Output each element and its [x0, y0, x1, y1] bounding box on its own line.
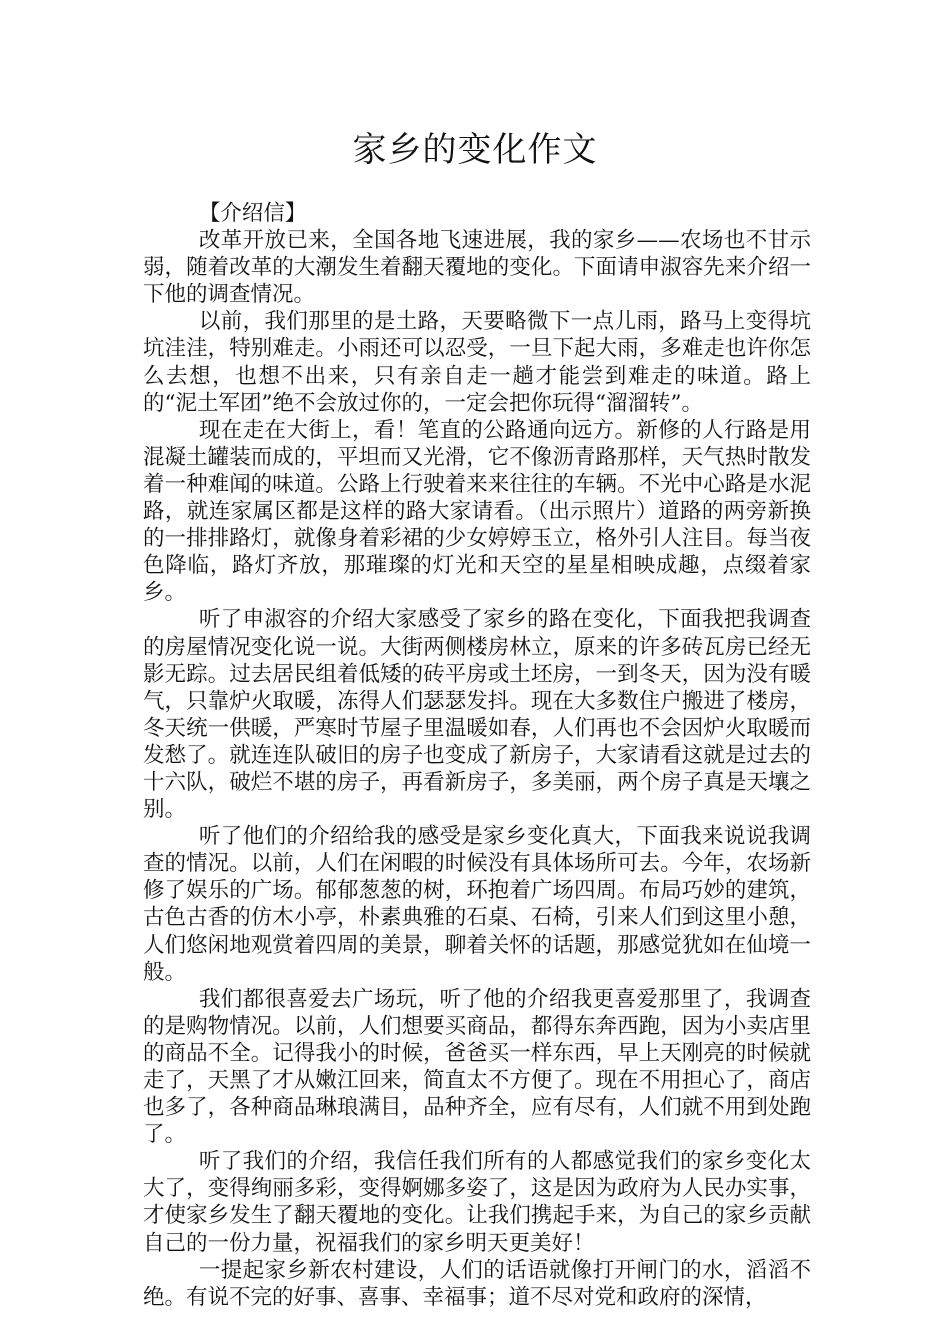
- paragraph: 听了我们的介绍，我信任我们所有的人都感觉我们的家乡变化太大了，变得绚丽多彩，变得婀娜多姿了，这是因为政府为人民办实事，才使家乡发生了翻天覆地的变化。让我们携起手来，为自己的家乡贡献自己的一份力量，祝福我们的家乡明天更美好！: [143, 1149, 811, 1256]
- paragraph: 一提起家乡新农村建设，人们的话语就像打开闸门的水，滔滔不绝。有说不完的好事、喜事、幸福事；道不尽对党和政府的深情，: [143, 1257, 811, 1310]
- document-body: [143, 200, 811, 1311]
- paragraph: 听了申淑容的介绍大家感受了家乡的路在变化，下面我把我调查的房屋情况变化说一说。大街两侧楼房林立，原来的许多砖瓦房已经无影无踪。过去居民组着低矮的砖平房或土坯房，一到冬天，因为没有暖气，只靠炉火取暖，冻得人们瑟瑟发抖。现在大多数住户搬进了楼房，冬天统一供暖，严寒时节屋子里温暖如春，人们再也不会因炉火取暖而发愁了。就连连队破旧的房子也变成了新房子，大家请看这就是过去的十六队，破烂不堪的房子，再看新房子，多美丽，两个房子真是天壤之别。: [143, 607, 811, 823]
- paragraph: 改革开放已来，全国各地飞速进展，我的家乡——农场也不甘示弱，随着改革的大潮发生着翻天覆地的变化。下面请申淑容先来介绍一下他的调查情况。: [143, 228, 811, 308]
- section-label: 【介绍信】: [198, 201, 307, 226]
- paragraph: 现在走在大街上，看！笔直的公路通向远方。新修的人行路是用混凝土罐装而成的，平坦而又光滑，它不像沥青路那样，天气热时散发着一种难闻的味道。公路上行驶着来来往往的车辆。不光中心路是水泥路，就连家属区都是这样的路大家请看。（出示照片）道路的两旁新换的一排排路灯，就像身着彩裙的少女婷婷玉立，格外引人注目。每当夜色降临，路灯齐放，那璀璨的灯光和天空的星星相映成趣，点缀着家乡。: [143, 417, 811, 606]
- document-title: 家乡的变化作文: [352, 130, 598, 170]
- paragraph: 我们都很喜爱去广场玩，听了他的介绍我更喜爱那里了，我调查的是购物情况。以前，人们想要买商品，都得东奔西跑，因为小卖店里的商品不全。记得我小的时候，爸爸买一样东西，早上天刚亮的时候就走了，天黑了才从嫩江回来，简直太不方便了。现在不用担心了，商店也多了，各种商品琳琅满目，品种齐全，应有尽有，人们就不用到处跑了。: [143, 986, 811, 1148]
- paragraph: 以前，我们那里的是土路，天要略微下一点儿雨，路马上变得坑坑洼洼，特别难走。小雨还可以忍受，一旦下起大雨，多难走也许你怎么去想，也想不出来，只有亲自走一趟才能尝到难走的味道。路上的“泥土军团”绝不会放过你的，一定会把你玩得“溜溜转”。: [143, 309, 811, 416]
- paragraph: 听了他们的介绍给我的感受是家乡变化真大，下面我来说说我调查的情况。以前，人们在闲暇的时候没有具体场所可去。今年，农场新修了娱乐的广场。郁郁葱葱的树，环抱着广场四周。布局巧妙的建筑，古色古香的仿木小亭，朴素典雅的石桌、石椅，引来人们到这里小憩，人们悠闲地观赏着四周的美景，聊着关怀的话题，那感觉犹如在仙境一般。: [143, 824, 811, 985]
